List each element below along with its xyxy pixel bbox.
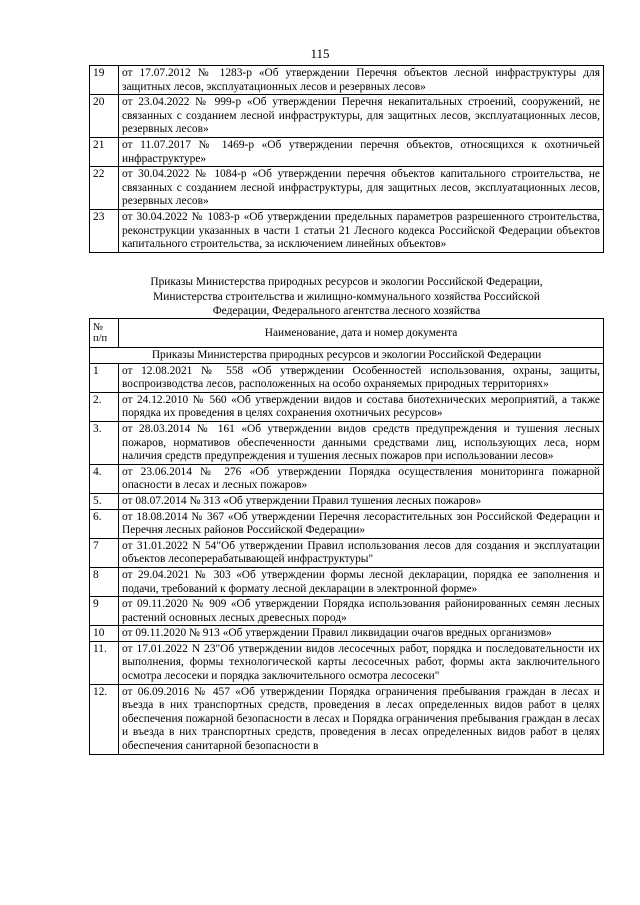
- table-row: [90, 464, 604, 493]
- section-caption: [89, 275, 604, 319]
- document-title: от 29.04.2021 № 303 «Об утверждении формы лесной декларации, порядка ее заполнения и подачи, требований к формату лесной декларации в электронной форме»: [119, 567, 604, 596]
- document-title: от 30.04.2022 № 1083-р «Об утверждении предельных параметров разрешенного строительства, реконструкции указанных в части 1 статьи 21 Лесного кодекса Российской Федерации объектов капитального строительства, за исключением линейных объектов»: [119, 209, 604, 252]
- document-title: от 31.01.2022 N 54"Об утверждении Правил использования лесов для создания и эксплуатации объектов лесоперерабатывающей инфраструктуры": [119, 538, 604, 567]
- section-caption-line: Федерации, Федерального агентства лесного хозяйства: [212, 305, 481, 317]
- document-title: от 17.07.2012 № 1283-р «Об утверждении Перечня объектов лесной инфраструктуры для защитных лесов, эксплуатационных лесов и резервных лесов»: [119, 66, 604, 95]
- row-number: 1: [90, 363, 119, 392]
- orders-table-continued: [89, 65, 604, 253]
- row-number: 11.: [90, 641, 119, 684]
- row-number: 10: [90, 626, 119, 642]
- document-title: от 11.07.2017 № 1469-р «Об утверждении перечня объектов, относящихся к охотничьей инфраструктуре»: [119, 137, 604, 166]
- table-row: [90, 538, 604, 567]
- document-title: от 23.06.2014 № 276 «Об утверждении Порядка осуществления мониторинга пожарной опасности в лесах и лесных пожаров»: [119, 464, 604, 493]
- row-number: 20: [90, 95, 119, 138]
- subheader-cell: Приказы Министерства природных ресурсов и экологии Российской Федерации: [90, 348, 604, 364]
- document-title: от 23.04.2022 № 999-р «Об утверждении Перечня некапитальных строений, сооружений, не связанных с созданием лесной инфраструктуры, для защитных лесов, эксплуатационных лесов, резервных лесов»: [119, 95, 604, 138]
- table-row: [90, 363, 604, 392]
- table-row: [90, 626, 604, 642]
- document-title: от 08.07.2014 № 313 «Об утверждении Правил тушения лесных пожаров»: [119, 493, 604, 509]
- section-caption-line: Министерства строительства и жилищно-коммунального хозяйства Российской: [153, 290, 540, 303]
- table-row: [90, 493, 604, 509]
- document-title: от 24.12.2010 № 560 «Об утверждении видов и состава биотехнических мероприятий, а также порядка их проведения в целях сохранения охотничьих ресурсов»: [119, 392, 604, 421]
- section-caption-line: Приказы Министерства природных ресурсов и экологии Российской Федерации,: [150, 276, 543, 288]
- document-title: от 06.09.2016 № 457 «Об утверждении Порядка ограничения пребывания граждан в лесах и въезда в них транспортных средств, проведения в лесах определенных видов работ в целях обеспечения пожарной безопасности в лесах и Порядка ограничения пребывания граждан в лесах и въезда в них транспортных средств, проведения в лесах определенных видов работ в целях обеспечения санитарной безопасности в: [119, 684, 604, 754]
- row-number: 9: [90, 597, 119, 626]
- table-row: [90, 137, 604, 166]
- document-title: от 18.08.2014 № 367 «Об утверждении Перечня лесорастительных зон Российской Федерации и Перечня лесных районов Российской Федерации»: [119, 509, 604, 538]
- header-number-label: №: [93, 322, 104, 333]
- table-row: [90, 597, 604, 626]
- row-number: 3.: [90, 421, 119, 464]
- ministry-orders-table: [89, 318, 604, 755]
- row-number: 6.: [90, 509, 119, 538]
- table-row: [90, 421, 604, 464]
- document-title: от 09.11.2020 № 913 «Об утверждении Правил ликвидации очагов вредных организмов»: [119, 626, 604, 642]
- row-number: 7: [90, 538, 119, 567]
- table-row: [90, 66, 604, 95]
- row-number: 22: [90, 167, 119, 210]
- header-number-cell: [90, 319, 119, 348]
- row-number: 23: [90, 209, 119, 252]
- document-title: от 09.11.2020 № 909 «Об утверждении Порядка использования районированных семян лесных растений основных лесных древесных пород»: [119, 597, 604, 626]
- page-number: 115: [310, 46, 330, 61]
- table-row: [90, 567, 604, 596]
- row-number: 19: [90, 66, 119, 95]
- table-row: [90, 209, 604, 252]
- document-title: от 12.08.2021 № 558 «Об утверждении Особенностей использования, охраны, защиты, воспроизводства лесов, расположенных на особо охраняемых природных территориях»: [119, 363, 604, 392]
- row-number: 4.: [90, 464, 119, 493]
- row-number: 12.: [90, 684, 119, 754]
- row-number: 5.: [90, 493, 119, 509]
- table-row: [90, 95, 604, 138]
- table-row: [90, 167, 604, 210]
- table-row: [90, 392, 604, 421]
- table-row: [90, 684, 604, 754]
- subheader-row: [90, 348, 604, 364]
- table-row: [90, 509, 604, 538]
- document-title: от 30.04.2022 № 1084-р «Об утверждении перечня объектов капитального строительства, не связанных с созданием лесной инфраструктуры, для защитных лесов, эксплуатационных лесов, резервных лесов»: [119, 167, 604, 210]
- row-number: 8: [90, 567, 119, 596]
- table-row: [90, 641, 604, 684]
- row-number: 21: [90, 137, 119, 166]
- document-title: от 28.03.2014 № 161 «Об утверждении видов средств предупреждения и тушения лесных пожаров, нормативов обеспеченности данными средствами лиц, использующих леса, норм наличия средств предупреждения и тушения лесных пожаров при использовании лесов»: [119, 421, 604, 464]
- table-header-row: [90, 319, 604, 348]
- header-number-sublabel: п/п: [93, 333, 108, 344]
- document-title: от 17.01.2022 N 23"Об утверждении видов лесосечных работ, порядка и последовательности их выполнения, формы технологической карты лесосечных работ, формы акта заключительного осмотра лесосеки и порядка заключительного осмотра лесосеки": [119, 641, 604, 684]
- row-number: 2.: [90, 392, 119, 421]
- header-name-cell: Наименование, дата и номер документа: [119, 319, 604, 348]
